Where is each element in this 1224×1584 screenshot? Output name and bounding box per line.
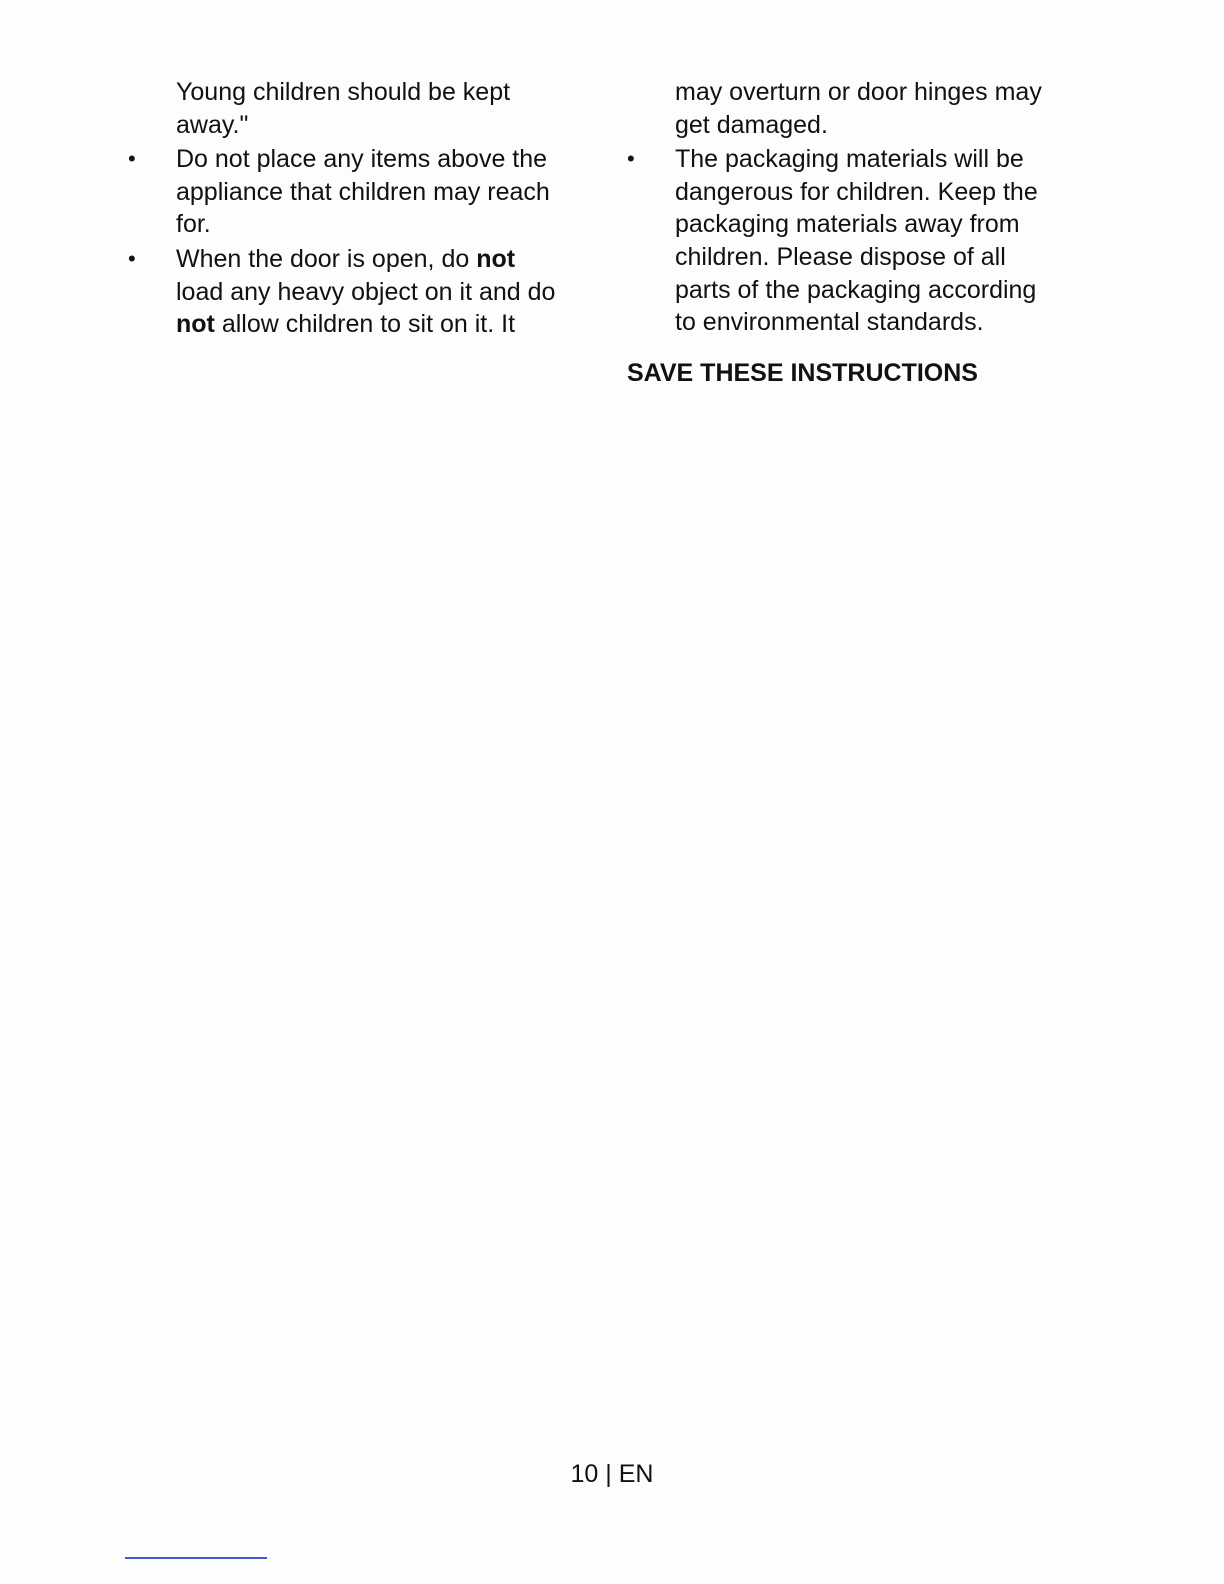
text-line: parts of the packaging according (675, 275, 1037, 304)
bullet-item-door-open (128, 243, 598, 341)
continued-paragraph (128, 76, 598, 141)
text-line: to environmental standards. (675, 308, 984, 337)
bullet-item-items-above (128, 143, 598, 241)
text-line: Young children should be kept (176, 78, 511, 106)
bullet-item-packaging (627, 143, 1097, 339)
text-line: children. Please dispose of all (675, 242, 1006, 271)
left-column (128, 76, 598, 341)
text-line: When the door is open, do (176, 244, 477, 273)
text-line: Do not place any items above the (176, 145, 548, 174)
emphasis-not: not (476, 244, 516, 273)
bullet-icon: • (128, 146, 136, 172)
text-line: away." (176, 110, 249, 139)
continued-paragraph (627, 76, 1097, 141)
text-line: for. (176, 210, 211, 239)
text-line: The packaging materials will be (675, 145, 1024, 174)
text-line: allow children to sit on it. It (214, 310, 516, 339)
text-line: load any heavy object on it and do (176, 277, 556, 306)
right-column (627, 76, 1097, 389)
footer-divider (125, 1557, 267, 1559)
emphasis-not: not (176, 310, 215, 339)
text-line: get damaged. (675, 110, 828, 139)
text-line: may overturn or door hinges may (675, 78, 1042, 106)
text-line: dangerous for children. Keep the (675, 177, 1038, 206)
text-line: packaging materials away from (675, 210, 1020, 239)
text-line: appliance that children may reach (176, 177, 550, 206)
bullet-icon: • (627, 146, 635, 172)
section-heading: SAVE THESE INSTRUCTIONS (627, 358, 978, 387)
bullet-icon: • (128, 245, 136, 271)
page-number: 10 | EN (570, 1460, 654, 1488)
